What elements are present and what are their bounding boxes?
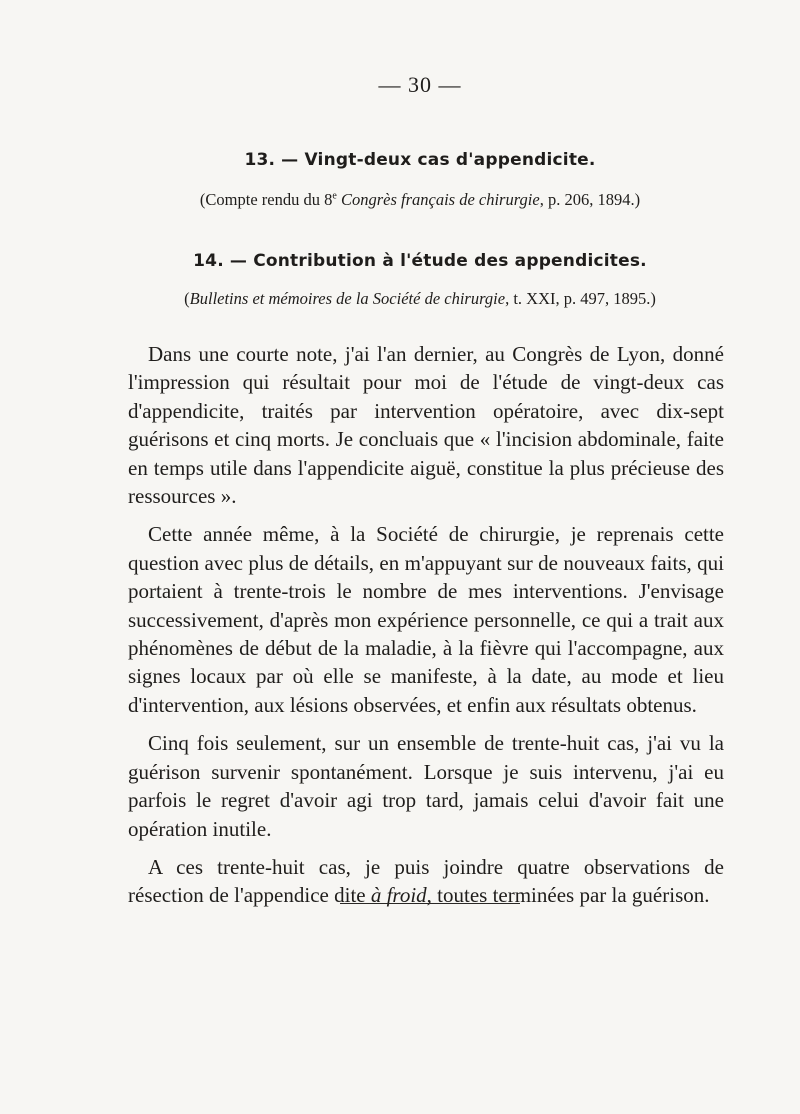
end-rule [340,903,520,904]
entry-13-ref-before: (Compte rendu du 8 [199,190,333,209]
entry-14-title [0,251,800,271]
entry-14-reference [0,289,800,309]
paragraph-4-text-before: A ces trente-huit cas, je puis joindre quatre observations de résection de l'appendice dite [128,854,724,908]
paragraph-4-italic: à froid [370,883,427,908]
entry-14-ref-italic: Bulletins et mémoires de la Société de chirurgie [189,289,506,308]
entry-13-number: 13. [244,150,276,170]
paragraph-4-text-after: , toutes terminées par la guérison. [426,883,710,908]
entry-13-ref-superscript: e [332,190,337,202]
entry-13-reference [0,190,800,210]
entry-13-title [0,150,800,170]
entry-13-ref-italic: Congrès français de chirurgie [340,190,540,209]
paragraph-4 [128,853,724,910]
paragraph-3: Cinq fois seulement, sur un ensemble de trente-huit cas, j'ai vu la guérison survenir spontanément. Lorsque je suis intervenu, j'ai eu parfois le regret d'avoir agi trop tard, jamais celui d'avoir fait une opération inutile. [128,731,724,841]
body-text [128,340,724,920]
paragraph-2: Cette année même, à la Société de chirurgie, je reprenais cette question avec plus de détails, en m'appuyant sur de nouveaux faits, qui portaient à trente-trois le nombre de mes interventions. J'envisage successivement, d'après mon expérience personnelle, ce qui a trait aux phénomènes de début de la maladie, à la fièvre qui l'accompagne, aux signes locaux par où elle se manifeste, à la date, au mode et lieu d'intervention, aux lésions observées, et enfin aux résultats obtenus. [128,522,724,717]
entry-13-title-text: — Vingt-deux cas d'appendicite. [281,150,596,170]
entry-14-ref-after: , t. XXI, p. 497, 1895.) [505,289,656,308]
entry-14-number: 14. [193,251,224,271]
entry-13-ref-after: , p. 206, 1894.) [539,190,641,209]
paragraph-1: Dans une courte note, j'ai l'an dernier, au Congrès de Lyon, donné l'impression qui résultait pour moi de l'étude de vingt-deux cas d'appendicite, traités par intervention opératoire, avec dix-sept guérisons et cinq morts. Je concluais que « l'incision abdominale, faite en temps utile dans l'appendicite aiguë, constitue la plus précieuse des ressources ». [128,342,724,509]
page-number: — 30 — [378,72,462,97]
entry-14-ref-before: ( [184,289,190,308]
entry-14-title-text: — Contribution à l'étude des appendicites. [229,251,647,271]
